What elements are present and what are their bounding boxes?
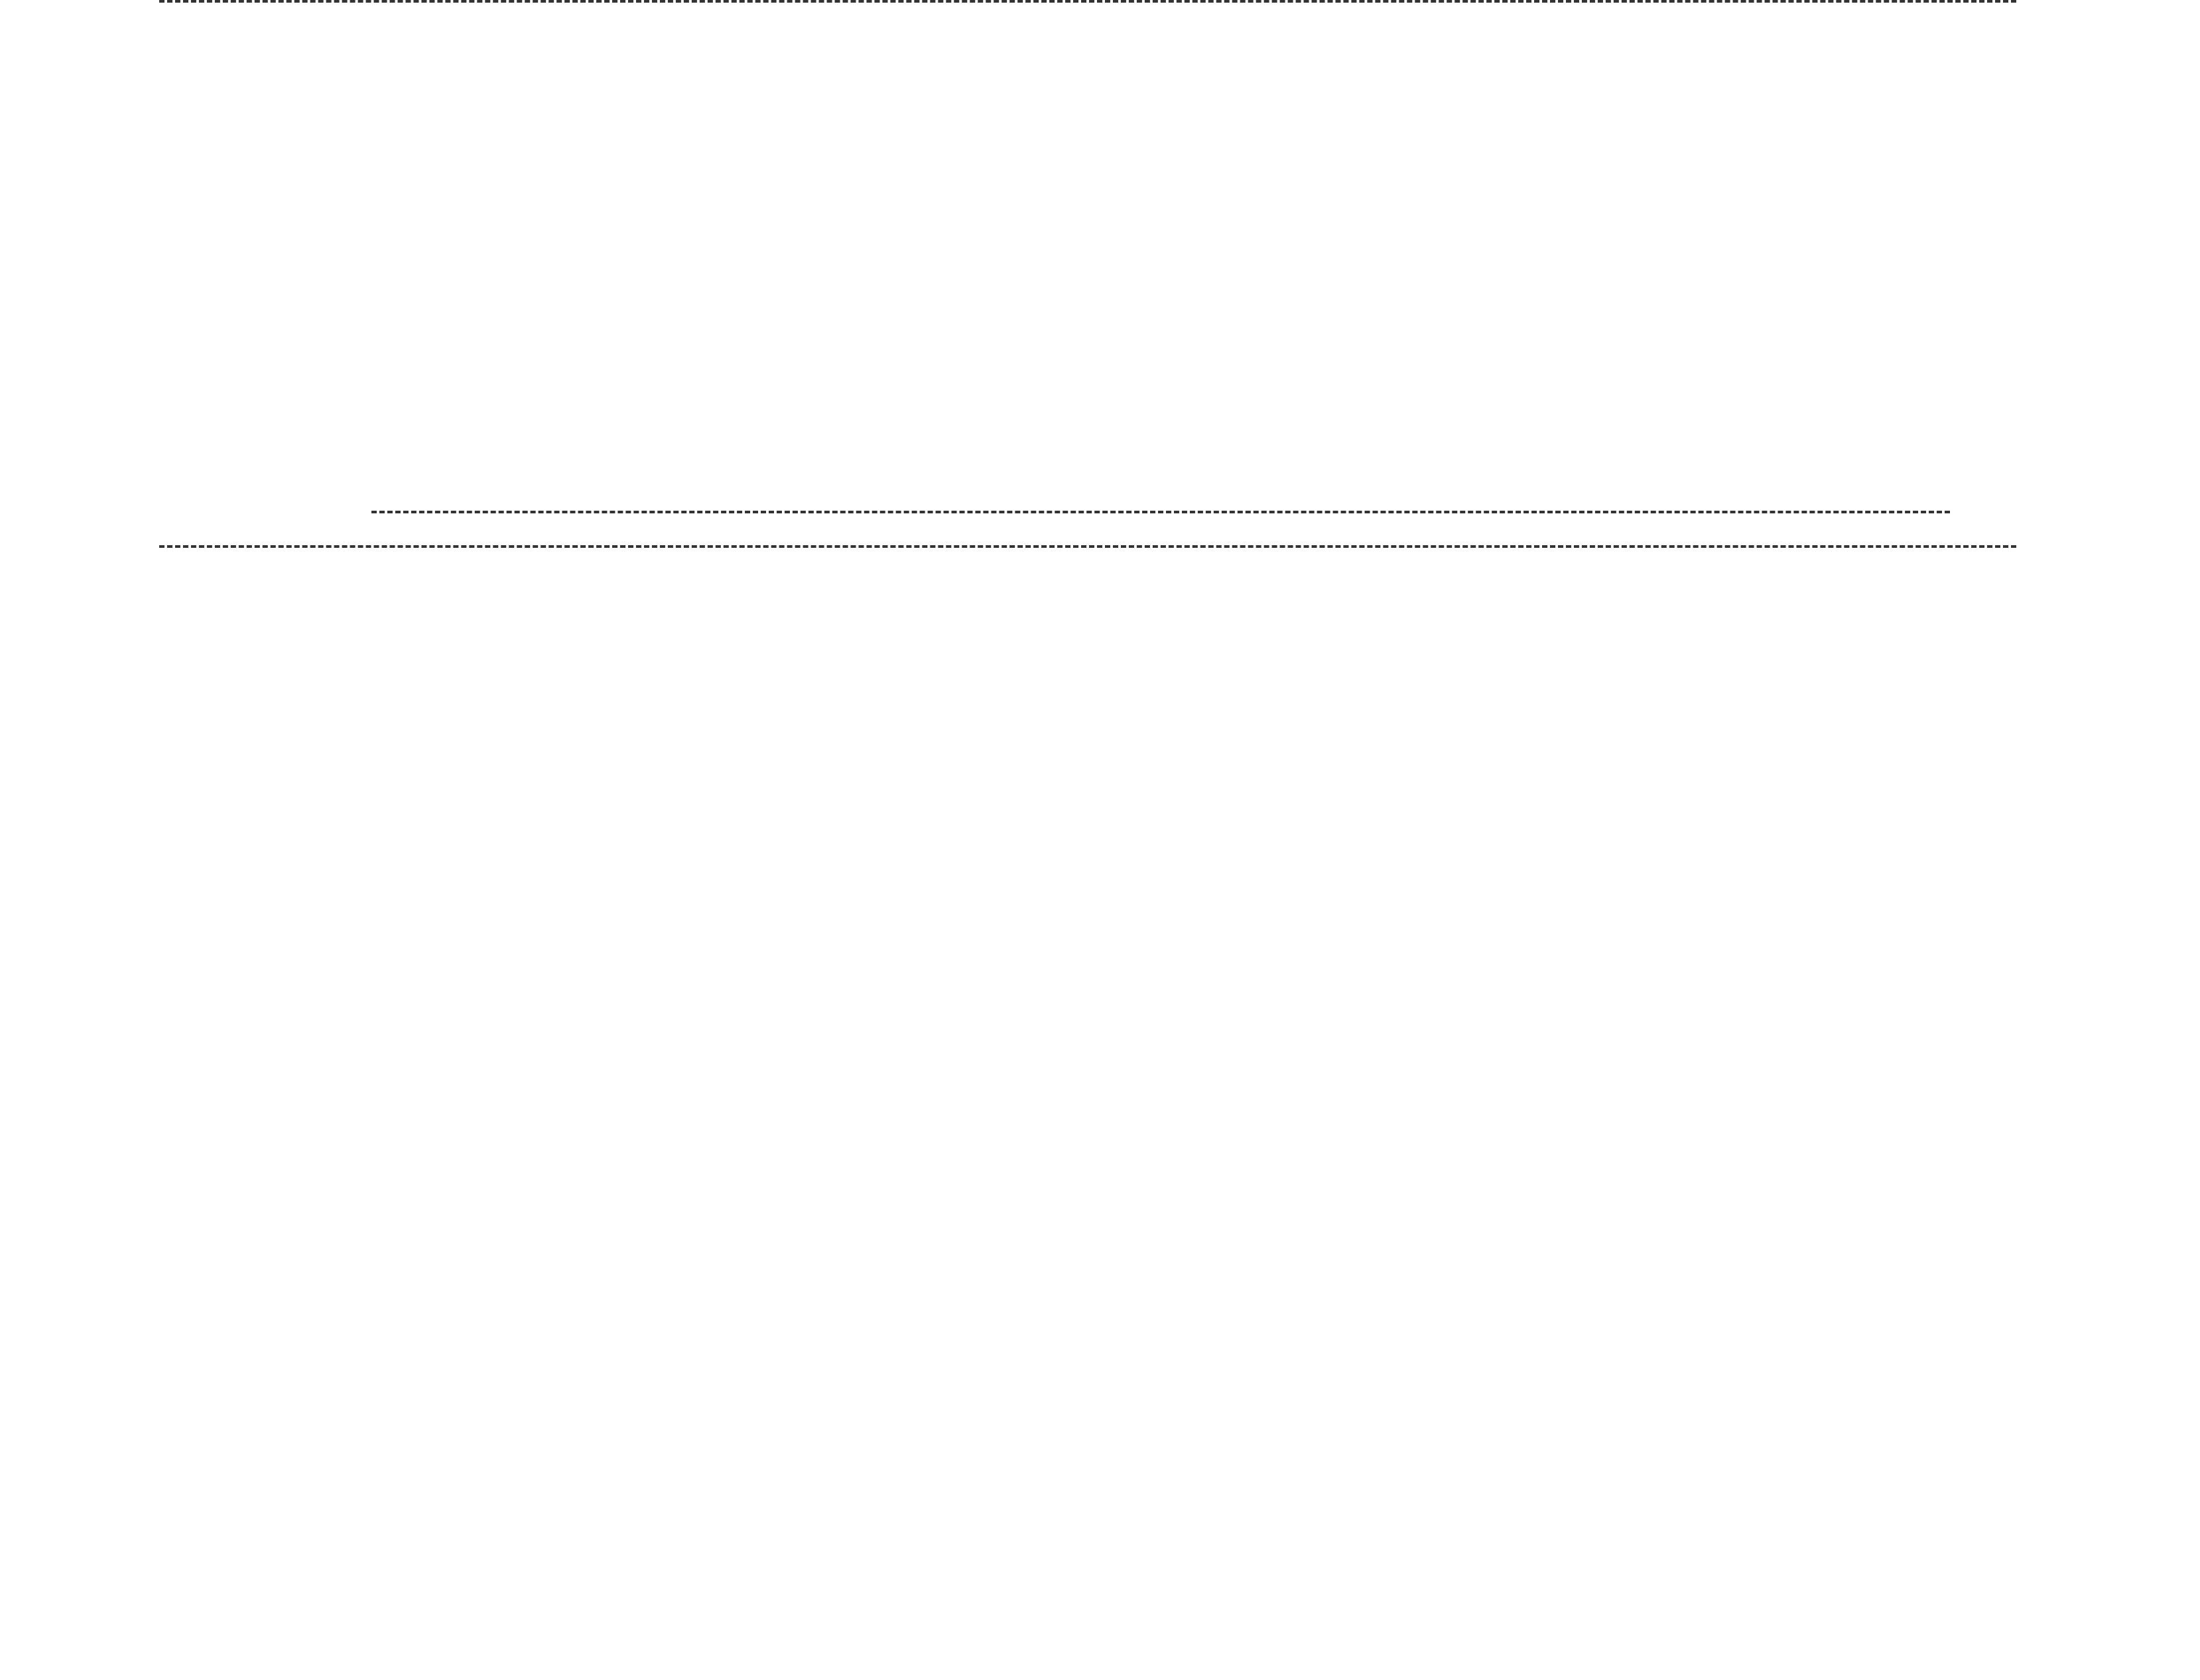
perforation-strip xyxy=(60,32,2173,58)
annex-label xyxy=(1817,472,1848,494)
header-rule xyxy=(159,545,2016,548)
year-header-row xyxy=(942,517,2016,541)
logo-underline xyxy=(371,511,1950,513)
bottom-rule xyxy=(159,0,2016,3)
